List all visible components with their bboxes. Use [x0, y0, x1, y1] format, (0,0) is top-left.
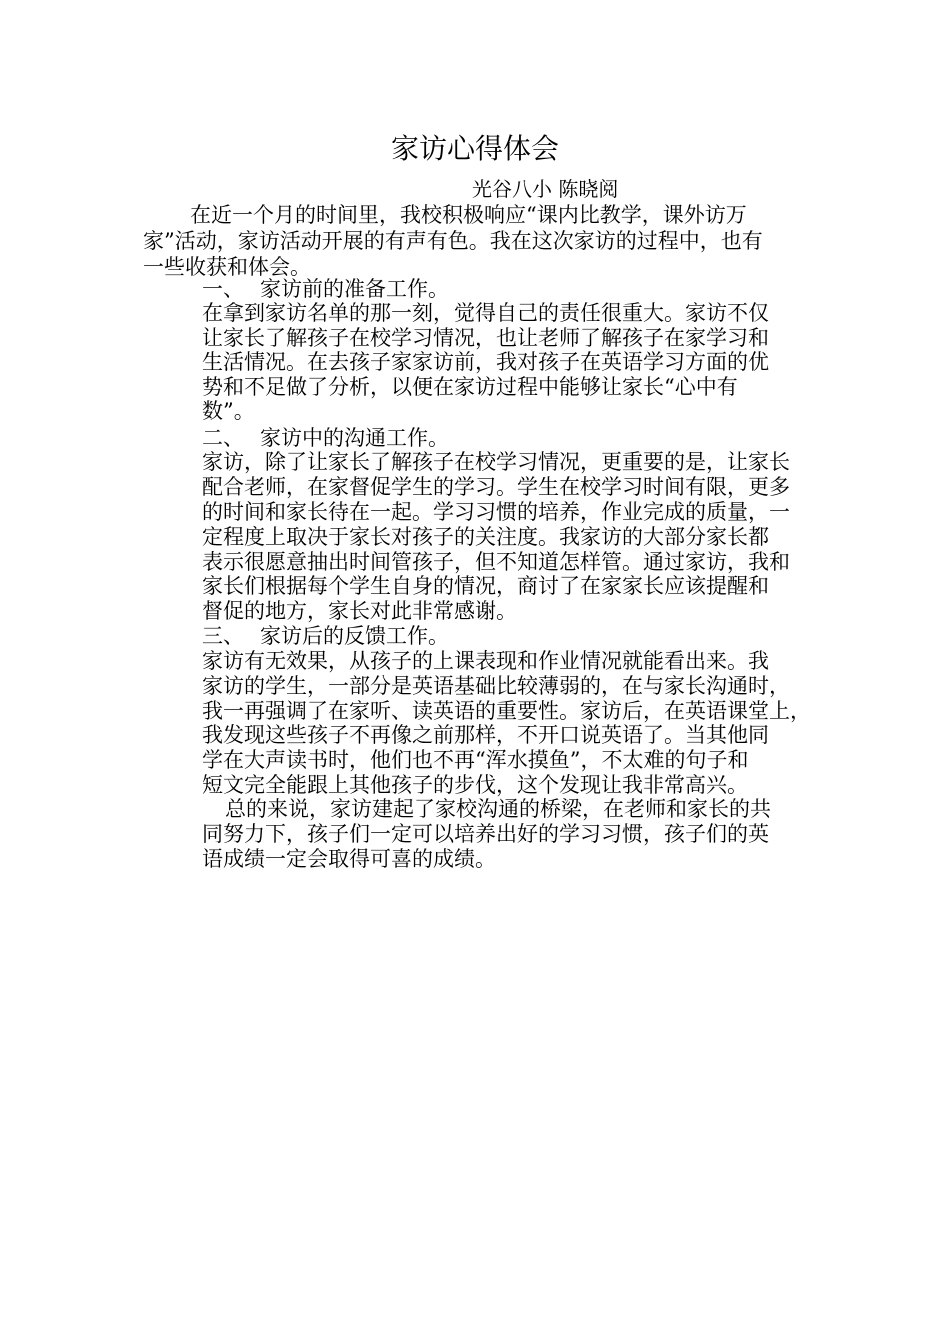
body-line: 我一再强调了在家听、读英语的重要性。家访后，在英语课堂上，	[202, 699, 811, 723]
section-number: 二、	[202, 426, 244, 450]
conclusion-line: 总的来说，家访建起了家校沟通的桥梁，在老师和家长的共	[225, 797, 771, 821]
body-line: 生活情况。在去孩子家家访前，我对孩子在英语学习方面的优	[202, 350, 769, 374]
section-heading	[202, 623, 449, 649]
body-line: 的时间和家长待在一起。学习习惯的培养，作业完成的质量，一	[202, 500, 790, 524]
body-line: 配合老师，在家督促学生的学习。学生在校学习时间有限，更多	[202, 475, 790, 499]
section-heading-text: 家访后的反馈工作。	[260, 624, 449, 648]
section-heading-text: 家访中的沟通工作。	[260, 426, 449, 450]
intro-line: 一些收获和体会。	[143, 255, 311, 279]
section-number: 三、	[202, 624, 244, 648]
author-line: 光谷八小 陈晓阅	[472, 177, 619, 201]
conclusion-line: 同努力下，孩子们一定可以培养出好的学习习惯，孩子们的英	[202, 822, 769, 846]
conclusion-line: 语成绩一定会取得可喜的成绩。	[202, 847, 496, 871]
section-heading-text: 家访前的准备工作。	[260, 277, 449, 301]
section-heading	[202, 276, 449, 302]
intro-line: 家”活动，家访活动开展的有声有色。我在这次家访的过程中，也有	[143, 229, 763, 253]
section-number: 一、	[202, 277, 244, 301]
body-line: 势和不足做了分析，以便在家访过程中能够让家长“心中有	[202, 375, 738, 399]
body-line: 督促的地方，家长对此非常感谢。	[202, 599, 517, 623]
body-line: 我发现这些孩子不再像之前那样，不开口说英语了。当其他同	[202, 723, 769, 747]
body-line: 短文完全能跟上其他孩子的步伐，这个发现让我非常高兴。	[202, 773, 748, 797]
intro-line: 在近一个月的时间里，我校积极响应“课内比教学，课外访万	[190, 203, 747, 227]
body-line: 学在大声读书时，他们也不再“浑水摸鱼”，不太难的句子和	[202, 748, 749, 772]
document-title: 家访心得体会	[390, 132, 559, 165]
body-line: 家访，除了让家长了解孩子在校学习情况，更重要的是，让家长	[202, 450, 790, 474]
body-line: 定程度上取决于家长对孩子的关注度。我家访的大部分家长都	[202, 525, 769, 549]
body-line: 表示很愿意抽出时间管孩子，但不知道怎样管。通过家访，我和	[202, 550, 790, 574]
body-line: 数”。	[202, 399, 255, 423]
body-line: 在拿到家访名单的那一刻，觉得自己的责任很重大。家访不仅	[202, 301, 769, 325]
section-heading	[202, 425, 449, 451]
body-line: 让家长了解孩子在校学习情况，也让老师了解孩子在家学习和	[202, 326, 769, 350]
body-line: 家访的学生，一部分是英语基础比较薄弱的，在与家长沟通时，	[202, 674, 790, 698]
body-line: 家长们根据每个学生自身的情况，商讨了在家家长应该提醒和	[202, 574, 769, 598]
body-line: 家访有无效果，从孩子的上课表现和作业情况就能看出来。我	[202, 649, 769, 673]
